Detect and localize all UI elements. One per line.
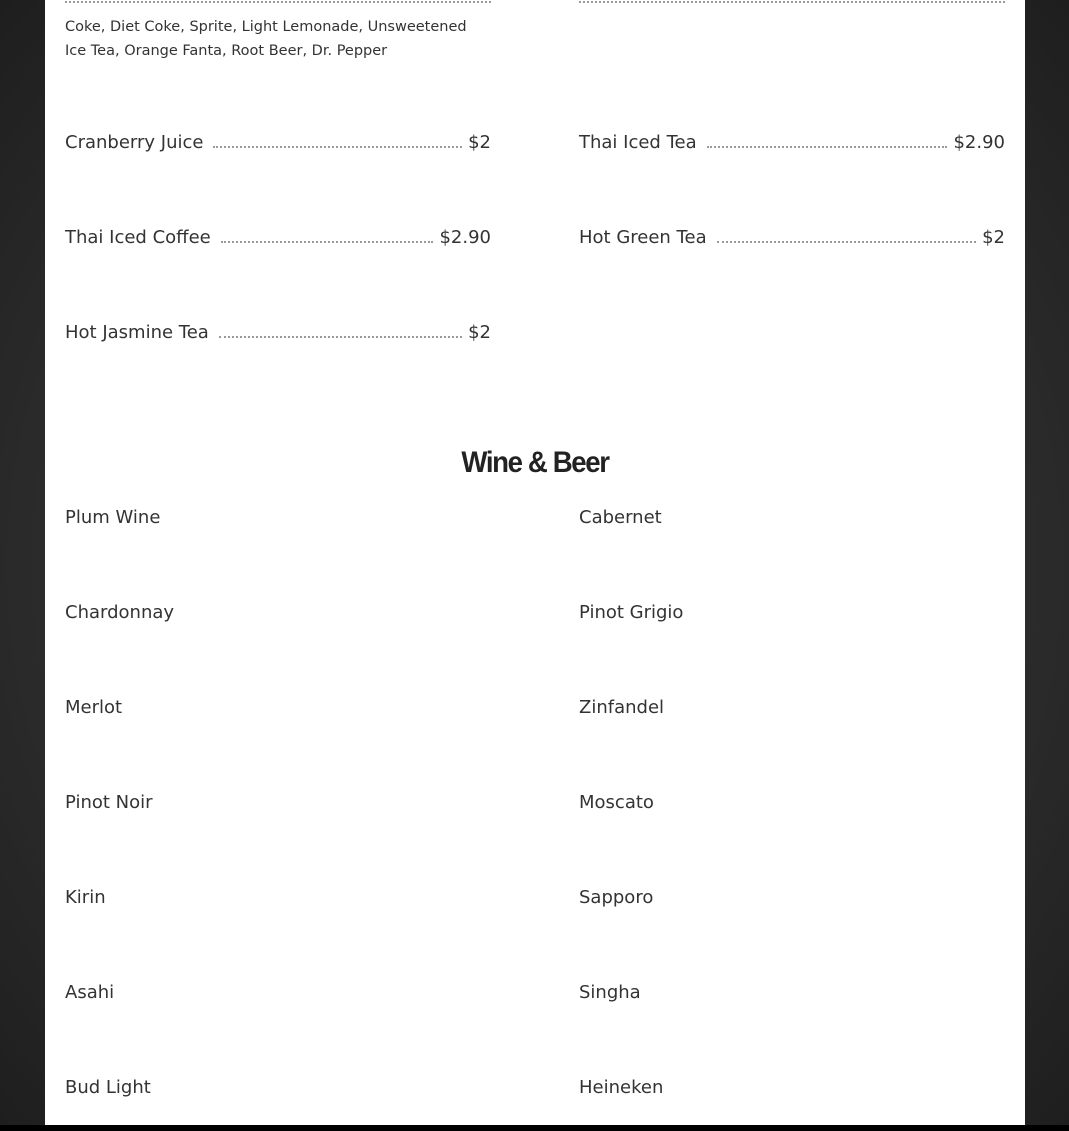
dot-leader [219,335,462,338]
wine-beer-item: Cabernet [579,507,662,528]
wine-beer-item: Pinot Grigio [579,602,684,623]
wine-beer-item: Bud Light [65,1077,151,1098]
wine-beer-item: Heineken [579,1077,664,1098]
wine-beer-item: Asahi [65,982,115,1003]
item-price: $2 [468,132,491,153]
item-name: Thai Iced Tea [579,132,697,153]
menu-item [65,322,491,343]
page-bottom-edge [0,1125,1069,1131]
wine-beer-item: Kirin [65,887,106,908]
item-price: $2.90 [439,227,491,248]
wine-beer-item: Merlot [65,697,123,718]
wine-beer-item: Zinfandel [579,697,665,718]
wine-beer-item: Chardonnay [65,602,175,623]
item-price: $2.90 [953,132,1005,153]
wine-beer-item: Singha [579,982,641,1003]
wine-beer-item: Plum Wine [65,507,161,528]
dot-leader [221,240,434,243]
menu-page [45,0,1025,1125]
wine-beer-item: Pinot Noir [65,792,153,813]
item-price: $2 [982,227,1005,248]
item-price: $2 [468,322,491,343]
dot-leader [717,240,976,243]
menu-item [579,132,1005,153]
menu-item [65,227,491,248]
soft-drinks-description: Coke, Diet Coke, Sprite, Light Lemonade, Unsweetened Ice Tea, Orange Fanta, Root Beer, Dr. Pepper [65,19,467,59]
item-name: Hot Jasmine Tea [65,322,209,343]
wine-beer-item: Moscato [579,792,654,813]
item-name: Thai Iced Coffee [65,227,211,248]
wine-beer-item: Sapporo [579,887,654,908]
dot-leader [213,145,462,148]
menu-item [65,132,491,153]
item-name: Cranberry Juice [65,132,204,153]
item-name: Hot Green Tea [579,227,707,248]
previous-item-leader-right [579,0,1005,3]
dot-leader [707,145,948,148]
previous-item-leader-left [65,0,491,3]
section-title-wine-beer: Wine & Beer [461,446,609,479]
menu-item [579,227,1005,248]
